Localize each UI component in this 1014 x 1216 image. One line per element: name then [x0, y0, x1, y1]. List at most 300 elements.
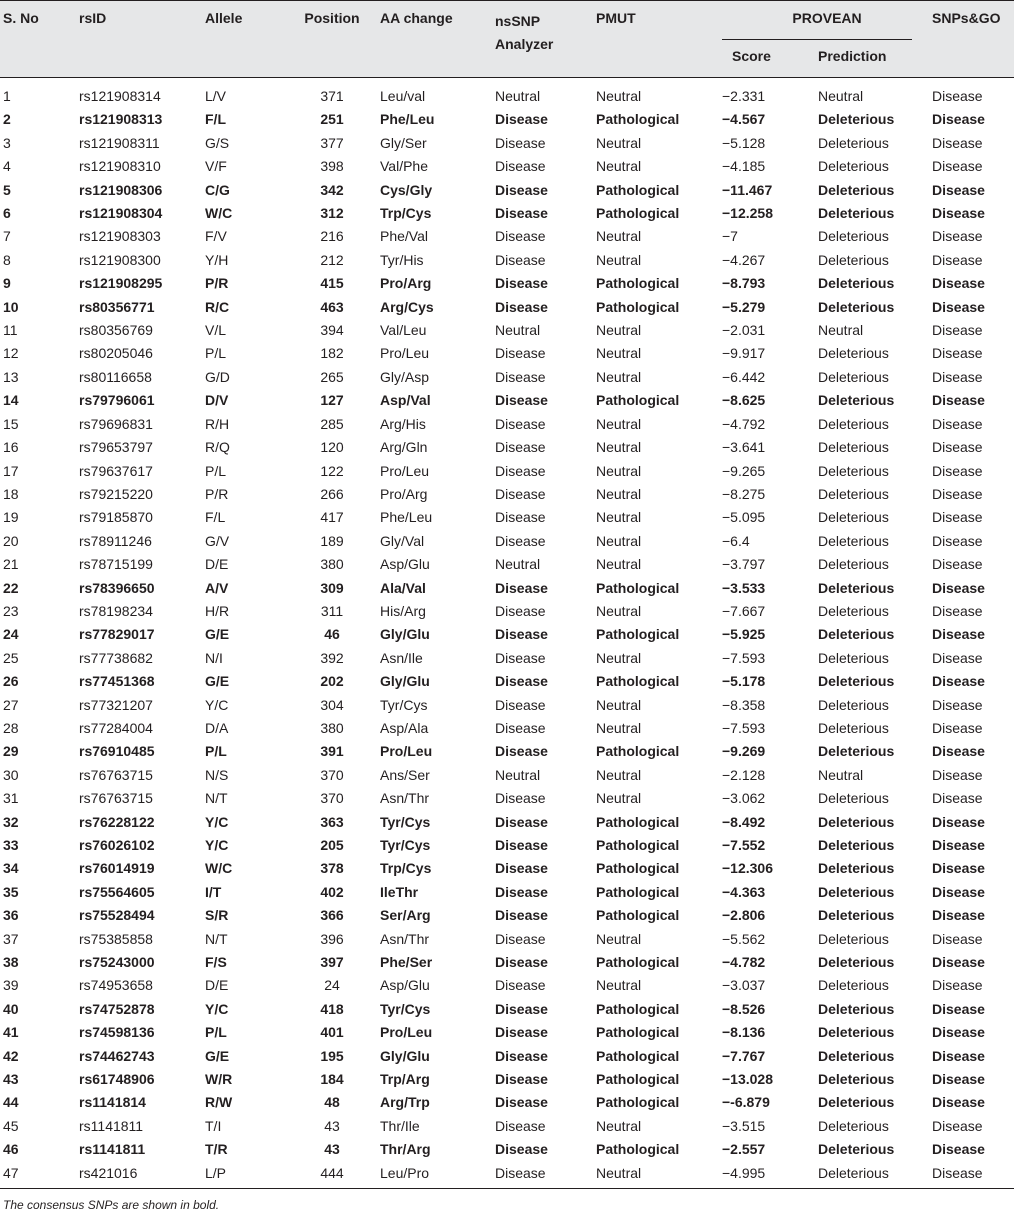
cell-score: −5.128 [722, 134, 766, 151]
cell-allele: Y/C [205, 813, 229, 830]
cell-snps-go: Disease [932, 275, 985, 292]
cell-prediction: Deleterious [818, 228, 889, 245]
table-row [0, 904, 1014, 927]
cell-nssnp: Disease [495, 345, 546, 362]
cell-score: −7 [722, 228, 738, 245]
cell-pmut: Neutral [596, 158, 642, 175]
cell-snps-go: Disease [932, 532, 983, 549]
cell-nssnp: Disease [495, 1164, 546, 1181]
header-allele: Allele [205, 10, 243, 26]
cell-pmut: Pathological [596, 205, 680, 222]
cell-position: 205 [320, 837, 344, 853]
cell-pmut: Neutral [596, 532, 642, 549]
cell-sno: 25 [3, 649, 19, 666]
cell-allele: D/V [205, 392, 229, 409]
cell-nssnp: Disease [495, 883, 548, 900]
cell-pmut: Neutral [596, 556, 642, 573]
cell-sno: 34 [3, 860, 19, 877]
cell-position: 363 [320, 813, 344, 830]
cell-score: −4.185 [722, 158, 766, 175]
cell-snps-go: Disease [932, 1047, 985, 1064]
cell-snps-go: Disease [932, 251, 983, 268]
table-row [0, 366, 1014, 389]
cell-prediction: Deleterious [818, 1117, 889, 1134]
cell-prediction: Deleterious [818, 181, 895, 198]
cell-position: 127 [320, 392, 344, 409]
table-row [0, 506, 1014, 529]
cell-aa-change: Pro/Leu [380, 345, 430, 362]
cell-allele: R/Q [205, 439, 230, 456]
cell-prediction: Deleterious [818, 485, 889, 502]
cell-position: 377 [320, 134, 344, 151]
cell-allele: L/P [205, 1164, 227, 1181]
cell-position: 378 [320, 860, 344, 877]
cell-sno: 42 [3, 1047, 19, 1064]
cell-pmut: Neutral [596, 649, 642, 666]
cell-score: −4.363 [722, 883, 766, 900]
cell-aa-change: Asp/Val [380, 392, 431, 409]
table-row [0, 998, 1014, 1021]
cell-prediction: Neutral [818, 88, 864, 104]
cell-snps-go: Disease [932, 1117, 983, 1134]
cell-rsid: rs77738682 [79, 649, 153, 666]
header-position: Position [304, 10, 360, 26]
cell-allele: T/I [205, 1117, 222, 1134]
cell-position: 401 [320, 1024, 344, 1041]
cell-nssnp: Disease [495, 298, 548, 315]
cell-rsid: rs1141814 [79, 1094, 146, 1111]
cell-aa-change: Thr/Arg [380, 1141, 431, 1158]
cell-aa-change: His/Arg [380, 602, 426, 619]
cell-prediction: Deleterious [818, 1094, 895, 1111]
cell-score: −7.767 [722, 1047, 766, 1064]
table-row [0, 483, 1014, 506]
cell-prediction: Deleterious [818, 719, 889, 736]
cell-allele: S/R [205, 907, 229, 924]
cell-prediction: Deleterious [818, 790, 889, 807]
cell-nssnp: Disease [495, 1071, 548, 1088]
cell-position: 309 [320, 579, 344, 596]
cell-aa-change: IleThr [380, 883, 419, 900]
cell-snps-go: Disease [932, 485, 983, 502]
cell-snps-go: Disease [932, 954, 985, 971]
cell-sno: 8 [3, 251, 11, 268]
cell-prediction: Deleterious [818, 626, 895, 643]
cell-allele: R/W [205, 1094, 233, 1111]
cell-snps-go: Disease [932, 626, 985, 643]
cell-pmut: Pathological [596, 837, 680, 853]
cell-prediction: Deleterious [818, 883, 895, 900]
cell-position: 398 [320, 158, 344, 175]
cell-position: 312 [320, 205, 344, 222]
cell-aa-change: Gly/Asp [380, 368, 430, 385]
cell-pmut: Pathological [596, 298, 680, 315]
cell-nssnp: Disease [495, 439, 546, 456]
cell-rsid: rs121908304 [79, 205, 163, 222]
cell-rsid: rs75243000 [79, 954, 155, 971]
cell-snps-go: Disease [932, 1141, 985, 1158]
table-row [0, 553, 1014, 576]
cell-prediction: Deleterious [818, 1000, 895, 1017]
cell-aa-change: Phe/Leu [380, 509, 433, 526]
cell-nssnp: Disease [495, 743, 548, 760]
cell-score: −13.028 [722, 1071, 773, 1088]
cell-allele: W/C [205, 860, 233, 877]
cell-score: −3.641 [722, 439, 766, 456]
cell-position: 120 [320, 439, 344, 456]
cell-nssnp: Disease [495, 462, 546, 479]
cell-pmut: Neutral [596, 602, 642, 619]
cell-pmut: Neutral [596, 88, 642, 104]
cell-prediction: Deleterious [818, 673, 895, 690]
cell-pmut: Pathological [596, 1071, 680, 1088]
cell-sno: 45 [3, 1117, 19, 1134]
cell-score: −4.267 [722, 251, 766, 268]
cell-aa-change: Trp/Cys [380, 205, 432, 222]
cell-pmut: Neutral [596, 251, 642, 268]
cell-prediction: Deleterious [818, 1071, 895, 1088]
cell-prediction: Deleterious [818, 532, 889, 549]
cell-allele: C/G [205, 181, 230, 198]
cell-pmut: Pathological [596, 626, 680, 643]
cell-snps-go: Disease [932, 88, 983, 104]
cell-prediction: Deleterious [818, 251, 889, 268]
cell-position: 46 [324, 626, 340, 643]
cell-sno: 46 [3, 1141, 19, 1158]
cell-score: −-6.879 [722, 1094, 770, 1111]
table-row [0, 389, 1014, 412]
cell-allele: W/R [205, 1071, 233, 1088]
cell-sno: 43 [3, 1071, 19, 1088]
cell-position: 285 [320, 415, 344, 432]
cell-prediction: Deleterious [818, 439, 889, 456]
cell-allele: P/R [205, 275, 229, 292]
cell-nssnp: Disease [495, 532, 546, 549]
table-row [0, 249, 1014, 272]
cell-rsid: rs76026102 [79, 837, 155, 853]
cell-nssnp: Disease [495, 626, 548, 643]
table-row [0, 413, 1014, 436]
cell-allele: P/L [205, 743, 227, 760]
cell-snps-go: Disease [932, 579, 985, 596]
cell-snps-go: Disease [932, 181, 985, 198]
cell-rsid: rs79696831 [79, 415, 153, 432]
cell-prediction: Deleterious [818, 696, 889, 713]
cell-nssnp: Disease [495, 930, 546, 947]
header-score: Score [732, 48, 771, 64]
table-row [0, 974, 1014, 997]
cell-rsid: rs74752878 [79, 1000, 155, 1017]
cell-score: −8.275 [722, 485, 766, 502]
cell-sno: 13 [3, 368, 19, 385]
cell-sno: 19 [3, 509, 19, 526]
cell-snps-go: Disease [932, 111, 985, 128]
cell-snps-go: Disease [932, 345, 983, 362]
cell-nssnp: Disease [495, 228, 546, 245]
cell-position: 266 [320, 485, 344, 502]
cell-prediction: Deleterious [818, 158, 889, 175]
cell-allele: F/V [205, 228, 227, 245]
cell-nssnp: Disease [495, 649, 546, 666]
cell-score: −8.625 [722, 392, 766, 409]
cell-pmut: Pathological [596, 907, 680, 924]
cell-prediction: Deleterious [818, 392, 895, 409]
table-row [0, 225, 1014, 248]
cell-aa-change: Asp/Glu [380, 977, 430, 994]
cell-aa-change: Tyr/Cys [380, 813, 431, 830]
cell-aa-change: Asp/Glu [380, 556, 430, 573]
cell-position: 371 [320, 88, 344, 104]
cell-allele: F/L [205, 111, 226, 128]
cell-score: −8.136 [722, 1024, 766, 1041]
cell-rsid: rs121908303 [79, 228, 161, 245]
cell-aa-change: Phe/Val [380, 228, 428, 245]
cell-aa-change: Cys/Gly [380, 181, 433, 198]
cell-nssnp: Disease [495, 275, 548, 292]
cell-allele: G/E [205, 673, 230, 690]
table-row [0, 272, 1014, 295]
cell-aa-change: Ala/Val [380, 579, 426, 596]
cell-pmut: Neutral [596, 1164, 642, 1181]
cell-pmut: Neutral [596, 462, 642, 479]
cell-allele: G/E [205, 626, 230, 643]
cell-aa-change: Leu/Pro [380, 1164, 430, 1181]
cell-score: −3.037 [722, 977, 766, 994]
cell-nssnp: Disease [495, 837, 548, 853]
cell-score: −8.358 [722, 696, 766, 713]
cell-nssnp: Disease [495, 1047, 548, 1064]
cell-sno: 14 [3, 392, 19, 409]
cell-aa-change: Phe/Ser [380, 954, 433, 971]
cell-position: 43 [324, 1141, 340, 1158]
table-row [0, 811, 1014, 834]
cell-nssnp: Disease [495, 1141, 548, 1158]
cell-allele: G/V [205, 532, 230, 549]
cell-score: −11.467 [722, 181, 773, 198]
cell-position: 444 [320, 1164, 344, 1181]
cell-pmut: Pathological [596, 813, 680, 830]
cell-snps-go: Disease [932, 1071, 985, 1088]
cell-score: −7.552 [722, 837, 766, 853]
cell-aa-change: Leu/val [380, 88, 426, 104]
cell-nssnp: Disease [495, 790, 546, 807]
cell-rsid: rs121908311 [79, 134, 160, 151]
cell-nssnp: Disease [495, 509, 546, 526]
cell-rsid: rs78198234 [79, 602, 153, 619]
cell-snps-go: Disease [932, 1164, 983, 1181]
cell-score: −5.279 [722, 298, 766, 315]
table-row [0, 1068, 1014, 1091]
cell-sno: 12 [3, 345, 19, 362]
cell-snps-go: Disease [932, 602, 983, 619]
cell-position: 342 [320, 181, 344, 198]
table-row [0, 202, 1014, 225]
cell-snps-go: Disease [932, 837, 985, 853]
cell-position: 48 [324, 1094, 340, 1111]
cell-pmut: Neutral [596, 1117, 642, 1134]
cell-aa-change: Tyr/Cys [380, 696, 428, 713]
table-row [0, 881, 1014, 904]
cell-sno: 10 [3, 298, 19, 315]
cell-nssnp: Disease [495, 977, 546, 994]
cell-position: 417 [320, 509, 344, 526]
cell-allele: R/H [205, 415, 230, 432]
header-provean: PROVEAN [792, 10, 862, 26]
cell-position: 189 [320, 532, 344, 549]
cell-prediction: Deleterious [818, 977, 889, 994]
cell-aa-change: Arg/Cys [380, 298, 434, 315]
cell-score: −5.178 [722, 673, 766, 690]
cell-aa-change: Ser/Arg [380, 907, 431, 924]
cell-snps-go: Disease [932, 673, 985, 690]
cell-sno: 36 [3, 907, 19, 924]
cell-pmut: Pathological [596, 275, 680, 292]
cell-nssnp: Disease [495, 1094, 548, 1111]
cell-score: −7.667 [722, 602, 766, 619]
cell-rsid: rs79637617 [79, 462, 153, 479]
cell-score: −7.593 [722, 719, 766, 736]
cell-position: 251 [320, 111, 344, 128]
cell-rsid: rs421016 [79, 1164, 138, 1181]
table-row [0, 85, 1014, 108]
table-row [0, 647, 1014, 670]
cell-pmut: Neutral [596, 790, 642, 807]
cell-position: 380 [320, 556, 344, 573]
cell-pmut: Pathological [596, 954, 680, 971]
table-row [0, 928, 1014, 951]
cell-snps-go: Disease [932, 228, 983, 245]
cell-prediction: Neutral [818, 766, 864, 783]
cell-snps-go: Disease [932, 860, 985, 877]
cell-prediction: Deleterious [818, 415, 889, 432]
table-row [0, 857, 1014, 880]
cell-rsid: rs80356771 [79, 298, 155, 315]
cell-score: −12.306 [722, 860, 773, 877]
cell-sno: 18 [3, 485, 19, 502]
cell-allele: G/S [205, 134, 230, 151]
cell-pmut: Pathological [596, 181, 680, 198]
cell-nssnp: Disease [495, 251, 546, 268]
cell-snps-go: Disease [932, 439, 983, 456]
cell-rsid: rs74598136 [79, 1024, 155, 1041]
cell-sno: 26 [3, 673, 19, 690]
cell-position: 394 [320, 322, 344, 339]
cell-aa-change: Tyr/Cys [380, 837, 431, 853]
cell-sno: 23 [3, 602, 19, 619]
cell-aa-change: Asn/Thr [380, 790, 430, 807]
cell-sno: 28 [3, 719, 19, 736]
cell-prediction: Deleterious [818, 368, 889, 385]
cell-pmut: Pathological [596, 1000, 680, 1017]
cell-score: −4.782 [722, 954, 766, 971]
cell-pmut: Neutral [596, 368, 642, 385]
cell-position: 370 [320, 790, 344, 807]
table-row [0, 694, 1014, 717]
cell-snps-go: Disease [932, 1024, 985, 1041]
cell-allele: F/S [205, 954, 227, 971]
cell-nssnp: Disease [495, 1117, 546, 1134]
cell-score: −2.128 [722, 766, 766, 783]
cell-position: 415 [320, 275, 344, 292]
cell-position: 202 [320, 673, 344, 690]
cell-prediction: Deleterious [818, 907, 895, 924]
cell-position: 397 [320, 954, 344, 971]
cell-rsid: rs75528494 [79, 907, 155, 924]
cell-pmut: Neutral [596, 766, 642, 783]
table-body [0, 85, 1014, 1185]
cell-snps-go: Disease [932, 392, 985, 409]
cell-snps-go: Disease [932, 1000, 985, 1017]
cell-allele: Y/H [205, 251, 229, 268]
cell-snps-go: Disease [932, 930, 983, 947]
cell-position: 418 [320, 1000, 344, 1017]
cell-snps-go: Disease [932, 368, 983, 385]
cell-snps-go: Disease [932, 813, 985, 830]
cell-sno: 21 [3, 556, 19, 573]
cell-snps-go: Disease [932, 322, 983, 339]
cell-pmut: Pathological [596, 1024, 680, 1041]
cell-allele: N/S [205, 766, 229, 783]
cell-snps-go: Disease [932, 205, 985, 222]
cell-allele: N/I [205, 649, 223, 666]
table-row [0, 600, 1014, 623]
cell-score: −8.526 [722, 1000, 766, 1017]
cell-prediction: Deleterious [818, 275, 895, 292]
cell-sno: 35 [3, 883, 19, 900]
cell-sno: 9 [3, 275, 11, 292]
cell-rsid: rs77321207 [79, 696, 153, 713]
cell-nssnp: Disease [495, 368, 546, 385]
cell-prediction: Deleterious [818, 205, 895, 222]
cell-aa-change: Val/Phe [380, 158, 428, 175]
cell-pmut: Pathological [596, 392, 680, 409]
cell-position: 43 [324, 1117, 340, 1134]
cell-pmut: Pathological [596, 579, 680, 596]
cell-allele: V/F [205, 158, 227, 175]
cell-sno: 7 [3, 228, 11, 245]
cell-position: 370 [320, 766, 344, 783]
cell-sno: 20 [3, 532, 19, 549]
cell-nssnp: Disease [495, 415, 546, 432]
cell-nssnp: Disease [495, 392, 548, 409]
cell-pmut: Pathological [596, 673, 680, 690]
cell-allele: P/R [205, 485, 229, 502]
cell-aa-change: Arg/His [380, 415, 426, 432]
cell-sno: 3 [3, 134, 11, 151]
cell-position: 195 [320, 1047, 344, 1064]
table-row [0, 179, 1014, 202]
table-row [0, 436, 1014, 459]
cell-sno: 30 [3, 766, 19, 783]
cell-rsid: rs80205046 [79, 345, 153, 362]
cell-allele: L/V [205, 88, 227, 104]
cell-pmut: Neutral [596, 322, 642, 339]
cell-score: −5.562 [722, 930, 766, 947]
cell-allele: D/A [205, 719, 229, 736]
cell-allele: D/E [205, 556, 229, 573]
table-row [0, 296, 1014, 319]
cell-aa-change: Pro/Arg [380, 485, 428, 502]
cell-aa-change: Thr/Ile [380, 1117, 420, 1134]
cell-allele: Y/C [205, 1000, 229, 1017]
cell-rsid: rs76763715 [79, 766, 153, 783]
cell-sno: 17 [3, 462, 19, 479]
cell-position: 304 [320, 696, 344, 713]
cell-aa-change: Trp/Cys [380, 860, 432, 877]
cell-prediction: Deleterious [818, 954, 895, 971]
cell-nssnp: Neutral [495, 322, 541, 339]
cell-position: 212 [320, 251, 344, 268]
